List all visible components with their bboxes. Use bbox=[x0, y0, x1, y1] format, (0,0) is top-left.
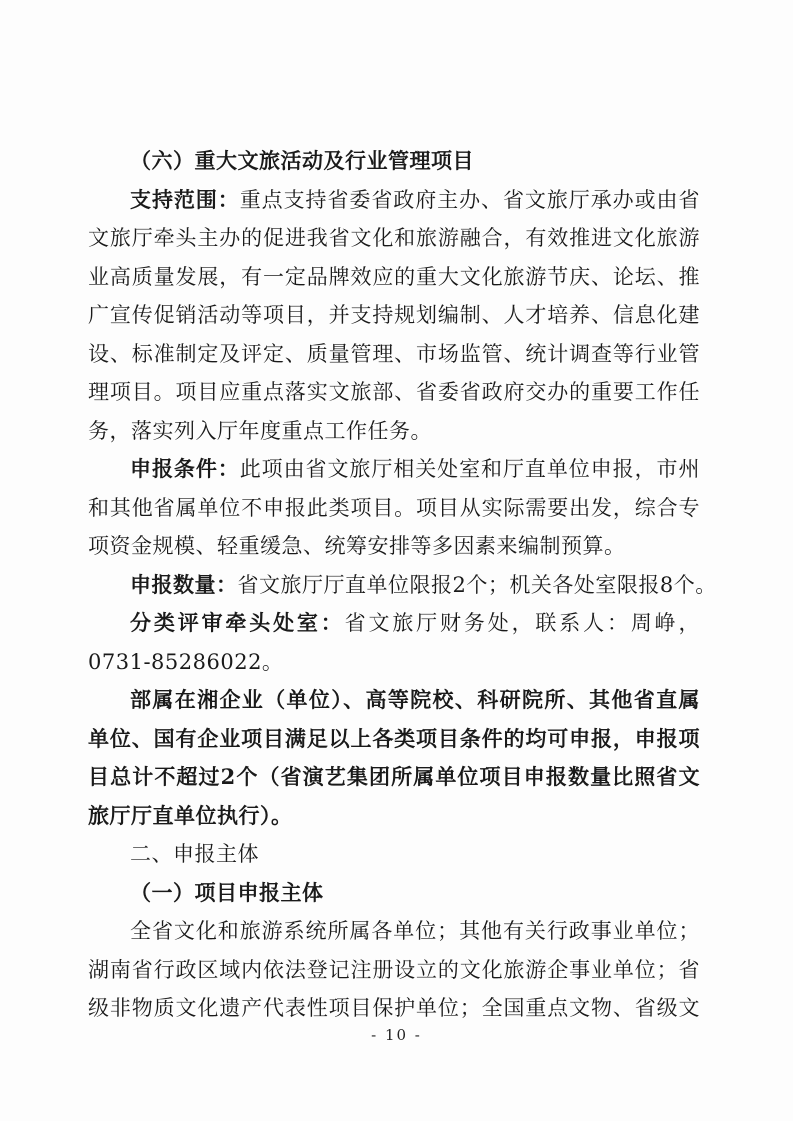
scope-paragraph-line-4: 广宣传促销活动等项目，并支持规划编制、人才培养、信息化建 bbox=[88, 303, 700, 327]
subject-paragraph-line-1: 全省文化和旅游系统所属各单位；其他有关行政事业单位； bbox=[130, 919, 700, 943]
affiliated-note-line-4: 旅厅厅直单位执行）。 bbox=[88, 802, 293, 828]
section-2-sub1-heading: （一）项目申报主体 bbox=[130, 879, 324, 905]
scope-text: 重点支持省委省政府主办、省文旅厅承办或由省 bbox=[239, 187, 701, 212]
subject-paragraph-line-2: 湖南省行政区域内依法登记注册设立的文化旅游企事业单位；省 bbox=[88, 957, 700, 982]
quantity-paragraph bbox=[88, 566, 717, 605]
subject-paragraph-line-3: 级非物质文化遗产代表性项目保护单位；全国重点文物、省级文 bbox=[88, 996, 700, 1020]
review-paragraph-line-1 bbox=[88, 604, 700, 643]
document-body bbox=[88, 142, 717, 1028]
affiliated-note-line-3: 目总计不超过2个（省演艺集团所属单位项目申报数量比照省文 bbox=[88, 764, 700, 789]
section-2-heading: 二、申报主体 bbox=[130, 842, 259, 866]
page-number: - 10 - bbox=[371, 1026, 422, 1044]
scope-paragraph-line-5: 设、标准制定及评定、质量管理、市场监管、统计调查等行业管 bbox=[88, 341, 700, 366]
conditions-paragraph-line-1 bbox=[88, 450, 700, 489]
scope-paragraph-line-6: 理项目。项目应重点落实文旅部、省委省政府交办的重要工作任 bbox=[88, 380, 700, 404]
scope-paragraph-line-3: 业高质量发展，有一定品牌效应的重大文化旅游节庆、论坛、推 bbox=[88, 264, 700, 289]
scope-label: 支持范围： bbox=[130, 186, 240, 212]
conditions-paragraph-line-3: 项资金规模、轻重缓急、统筹安排等多因素来编制预算。 bbox=[88, 534, 626, 558]
review-phone: 0731-85286022。 bbox=[88, 649, 284, 674]
scope-paragraph-line-1 bbox=[88, 181, 700, 220]
affiliated-note-line-2: 单位、国有企业项目满足以上各类项目条件的均可申报，申报项 bbox=[88, 725, 700, 751]
section-6-heading: （六）重大文旅活动及行业管理项目 bbox=[130, 148, 474, 173]
affiliated-note-line-1: 部属在湘企业（单位）、高等院校、科研院所、其他省直属 bbox=[130, 687, 700, 712]
quantity-text: 省文旅厅厅直单位限报2个；机关各处室限报8个。 bbox=[237, 572, 717, 597]
scope-paragraph-line-7: 务，落实列入厅年度重点工作任务。 bbox=[88, 418, 432, 443]
review-label: 分类评审牵头处室： bbox=[130, 610, 345, 635]
review-text: 省文旅厅财务处，联系人：周峥， bbox=[344, 611, 701, 635]
quantity-label: 申报数量： bbox=[130, 571, 238, 597]
conditions-paragraph-line-2: 和其他省属单位不申报此类项目。项目从实际需要出发，综合专 bbox=[88, 495, 700, 520]
conditions-text: 此项由省文旅厅相关处室和厅直单位申报，市州 bbox=[239, 457, 701, 481]
conditions-label: 申报条件： bbox=[130, 456, 240, 481]
scope-paragraph-line-2: 文旅厅牵头主办的促进我省文化和旅游融合，有效推进文化旅游 bbox=[88, 226, 700, 250]
